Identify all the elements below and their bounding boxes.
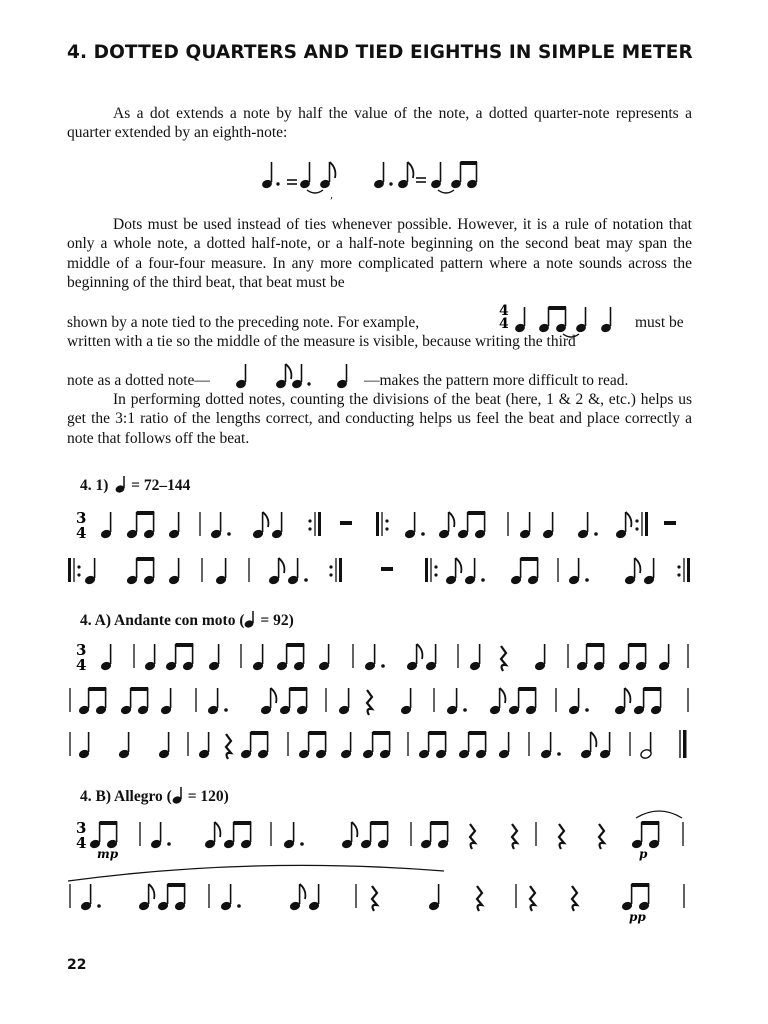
q-note — [106, 822, 119, 850]
exercise-1-header — [80, 475, 190, 495]
dotted-note — [568, 558, 589, 586]
q-note — [165, 644, 178, 672]
q-note — [650, 688, 663, 716]
q-note — [360, 822, 373, 850]
measure-rest — [664, 521, 676, 525]
q-note — [379, 732, 392, 760]
q-note — [618, 644, 631, 672]
dynamic-pp: pp — [629, 910, 646, 924]
quarter-rest — [512, 824, 517, 849]
quarter-note — [215, 558, 228, 586]
ex1-time-top: 3 — [76, 509, 87, 527]
measure-rest — [340, 521, 352, 525]
beamed-eighths — [621, 883, 651, 912]
quarter-rest — [572, 886, 577, 911]
quarter-note-icon — [244, 610, 256, 628]
eighth-note — [624, 558, 641, 586]
quarter-note — [100, 512, 113, 540]
q-note — [240, 822, 253, 850]
paragraph-performing-dotted: In performing dotted notes, counting the divisions of the beat (here, 1 & 2 &, etc.) helps us get the 3:1 ratio of the lengths correct, and conducting helps us feel the beat and place correctly a note that follows off the beat. — [67, 391, 692, 447]
beamed-eighths — [120, 687, 150, 716]
quarter-rest — [372, 886, 377, 911]
beamed-eighths — [420, 821, 450, 850]
beamed-eighths — [418, 731, 448, 760]
inline-dotted-example-line — [67, 370, 692, 392]
dotted-note — [364, 644, 385, 672]
inline-text-dotted-after: —makes the pattern more difficult to read. — [364, 372, 629, 389]
quarter-note — [428, 884, 441, 912]
quarter-note — [308, 884, 321, 912]
final-barline — [680, 730, 687, 758]
eighth-note — [438, 512, 455, 540]
ex1-line-1 — [100, 511, 676, 540]
beamed-eighths — [165, 643, 195, 672]
quarter-rest — [599, 824, 604, 849]
svg-text:,: , — [330, 190, 334, 200]
dotted-note — [540, 732, 561, 760]
quarter-note — [84, 558, 97, 586]
q-note — [257, 732, 270, 760]
q-note — [435, 732, 448, 760]
equivalence-notation — [261, 161, 478, 200]
quarter-note — [658, 644, 671, 672]
slur-mark — [636, 811, 682, 818]
q-note — [633, 688, 646, 716]
dotted-note — [446, 688, 467, 716]
exB-time-top: 3 — [76, 819, 87, 837]
dotted-note — [220, 884, 241, 912]
q-note — [648, 822, 661, 850]
exercise-1-label: 4. 1) — [80, 477, 109, 494]
eighth-note — [289, 884, 306, 912]
beamed-eighths — [126, 511, 156, 540]
q-note — [420, 822, 433, 850]
exercise-1-rhythm — [64, 500, 704, 595]
exercise-a-tempo: = 92) — [256, 612, 294, 629]
q-note — [182, 644, 195, 672]
beamed-eighths — [223, 821, 253, 850]
paragraph-tie-visibility: written with a tie so the middle of the measure is visible, because writing the third — [67, 333, 576, 350]
quarter-note — [469, 644, 482, 672]
quarter-rest — [559, 824, 564, 849]
repeat-end-barline — [329, 558, 342, 582]
exercise-b-rhythm — [64, 806, 704, 926]
q-note — [362, 732, 375, 760]
eighth-note — [341, 822, 358, 850]
quarter-note — [144, 644, 157, 672]
eighth-note — [489, 688, 506, 716]
half-note — [640, 732, 653, 760]
beamed-eighths — [298, 731, 328, 760]
slur-mark-long — [68, 865, 444, 881]
dotted-note — [404, 512, 425, 540]
quarter-note — [252, 644, 265, 672]
quarter-note — [118, 732, 131, 760]
dotted-note — [287, 558, 308, 586]
q-note — [508, 688, 521, 716]
eighth-note — [204, 822, 221, 850]
repeat-start-barline — [376, 512, 389, 536]
quarter-note — [318, 644, 331, 672]
quarter-note-icon — [115, 475, 127, 493]
q-note — [418, 732, 431, 760]
quarter-rest — [470, 824, 475, 849]
beamed-eighths — [78, 687, 108, 716]
quarter-note — [498, 732, 511, 760]
dotted-note — [207, 688, 228, 716]
exercise-a-label: 4. A) Andante con moto ( — [80, 612, 245, 629]
q-note — [527, 558, 540, 586]
quarter-note — [271, 512, 284, 540]
beamed-eighths — [618, 643, 648, 672]
paragraph-dotted-intro: As a dot extends a note by half the value of the note, a dotted quarter-note represents a quarter extended by an eighth-note: — [67, 105, 692, 142]
eighth-note — [615, 512, 632, 540]
dynamic-p: p — [639, 847, 648, 861]
measure-rest — [381, 567, 393, 571]
q-note — [631, 822, 644, 850]
quarter-note — [400, 688, 413, 716]
q-note — [621, 884, 634, 912]
q-note — [120, 688, 133, 716]
q-note — [95, 688, 108, 716]
exercise-b-tempo: = 120) — [183, 788, 229, 805]
q-note — [458, 732, 471, 760]
q-note — [240, 732, 253, 760]
quarter-note — [519, 512, 532, 540]
q-note — [315, 732, 328, 760]
exB-time-bottom: 4 — [76, 834, 87, 852]
quarter-rest — [530, 886, 535, 911]
beamed-eighths — [360, 821, 390, 850]
dotted-note — [577, 512, 598, 540]
q-note — [510, 558, 523, 586]
beamed-eighths — [633, 687, 663, 716]
inline-dotted-note-example — [235, 358, 365, 394]
ex1-line-2 — [68, 557, 690, 586]
repeat-start-barline — [425, 558, 438, 582]
q-note — [377, 822, 390, 850]
dotted-note — [150, 822, 171, 850]
quarter-rest — [501, 646, 506, 671]
time-signature-bottom: 4 — [499, 316, 509, 332]
beamed-eighths — [89, 821, 119, 850]
exA-time-top: 3 — [76, 641, 87, 659]
q-note — [276, 644, 289, 672]
q-note — [293, 644, 306, 672]
beamed-eighths — [457, 511, 487, 540]
quarter-note — [338, 688, 351, 716]
eighth-note — [138, 884, 155, 912]
dynamic-mp: mp — [97, 847, 119, 861]
beamed-eighths — [510, 557, 540, 586]
dotted-note — [210, 512, 231, 540]
q-note — [279, 688, 292, 716]
beamed-eighths — [508, 687, 538, 716]
quarter-rest — [477, 886, 482, 911]
quarter-rest — [367, 690, 372, 715]
q-note — [143, 512, 156, 540]
exA-time-bottom: 4 — [76, 656, 87, 674]
dotted-note — [283, 822, 304, 850]
quarter-note — [340, 732, 353, 760]
beamed-eighths — [126, 557, 156, 586]
repeat-end-barline — [677, 558, 690, 582]
q-note — [298, 732, 311, 760]
beamed-eighths — [576, 643, 606, 672]
beamed-eighths — [276, 643, 306, 672]
time-signature-top: 4 — [499, 303, 509, 319]
exercise-1-tempo: = 72–144 — [131, 477, 191, 494]
beamed-eighths — [279, 687, 309, 716]
eighth-note — [406, 644, 423, 672]
repeat-end-barline — [635, 512, 648, 536]
quarter-note — [100, 644, 113, 672]
beamed-eighths — [362, 731, 392, 760]
exA-lines — [70, 643, 688, 760]
beamed-eighths — [240, 731, 270, 760]
chapter-title: 4. DOTTED QUARTERS AND TIED EIGHTHS IN SIMPLE METER — [67, 42, 693, 63]
eighth-note — [580, 732, 597, 760]
q-note — [635, 644, 648, 672]
inline-four-four-example — [499, 298, 634, 338]
q-note — [137, 688, 150, 716]
q-note — [475, 732, 488, 760]
q-note — [474, 512, 487, 540]
q-note — [126, 512, 139, 540]
beamed-eighths — [458, 731, 488, 760]
q-note — [638, 884, 651, 912]
quarter-rest — [226, 734, 231, 759]
q-note — [576, 644, 589, 672]
q-note — [126, 558, 139, 586]
dotted-note — [80, 884, 101, 912]
quarter-note — [198, 732, 211, 760]
beamed-eighths — [631, 821, 661, 850]
quarter-note-icon — [172, 786, 184, 804]
quarter-note — [78, 732, 91, 760]
eighth-note — [252, 512, 269, 540]
paragraph-dots-vs-ties: Dots must be used instead of ties whenever possible. However, it is a rule of notation that only a whole note, a dotted half-note, or a half-note beginning on the second beat may span the middle of a four-four measure. In any more complicated pattern where a note sounds across the beginning of the third beat, that beat must be — [67, 216, 692, 291]
q-note — [437, 822, 450, 850]
quarter-note — [425, 644, 438, 672]
page-number: 22 — [67, 957, 87, 973]
exB-lines — [70, 821, 684, 912]
inline-text-before: shown by a note tied to the preceding note. For example, — [67, 314, 420, 331]
repeat-end-barline — [308, 512, 321, 536]
q-note — [593, 644, 606, 672]
eighth-note — [445, 558, 462, 586]
inline-text-dotted-before: note as a dotted note— — [67, 372, 210, 389]
q-note — [174, 884, 187, 912]
quarter-note — [160, 688, 173, 716]
q-note — [296, 688, 309, 716]
dotted-note — [568, 688, 589, 716]
q-note — [89, 822, 102, 850]
quarter-note — [542, 512, 555, 540]
ex1-time-bottom: 4 — [76, 524, 87, 542]
quarter-note — [158, 732, 171, 760]
q-note — [157, 884, 170, 912]
quarter-note — [534, 644, 547, 672]
q-note — [223, 822, 236, 850]
quarter-note — [643, 558, 656, 586]
eighth-note — [260, 688, 277, 716]
inline-example-line — [67, 303, 692, 334]
exercise-b-header — [80, 786, 229, 806]
eighth-note — [614, 688, 631, 716]
exercise-a-header — [80, 610, 294, 630]
q-note — [457, 512, 470, 540]
quarter-note — [599, 732, 612, 760]
q-note — [525, 688, 538, 716]
quarter-note — [168, 512, 181, 540]
eighth-note — [268, 558, 285, 586]
quarter-note — [168, 558, 181, 586]
repeat-start-barline — [68, 558, 81, 582]
quarter-note — [208, 644, 221, 672]
exercise-a-rhythm — [64, 632, 704, 767]
q-note — [78, 688, 91, 716]
inline-text-after: must be — [635, 314, 684, 331]
exercise-b-label: 4. B) Allegro ( — [80, 788, 172, 805]
dotted-quarter-equivalence-example — [64, 156, 704, 200]
dotted-note — [464, 558, 485, 586]
q-note — [143, 558, 156, 586]
beamed-eighths — [157, 883, 187, 912]
